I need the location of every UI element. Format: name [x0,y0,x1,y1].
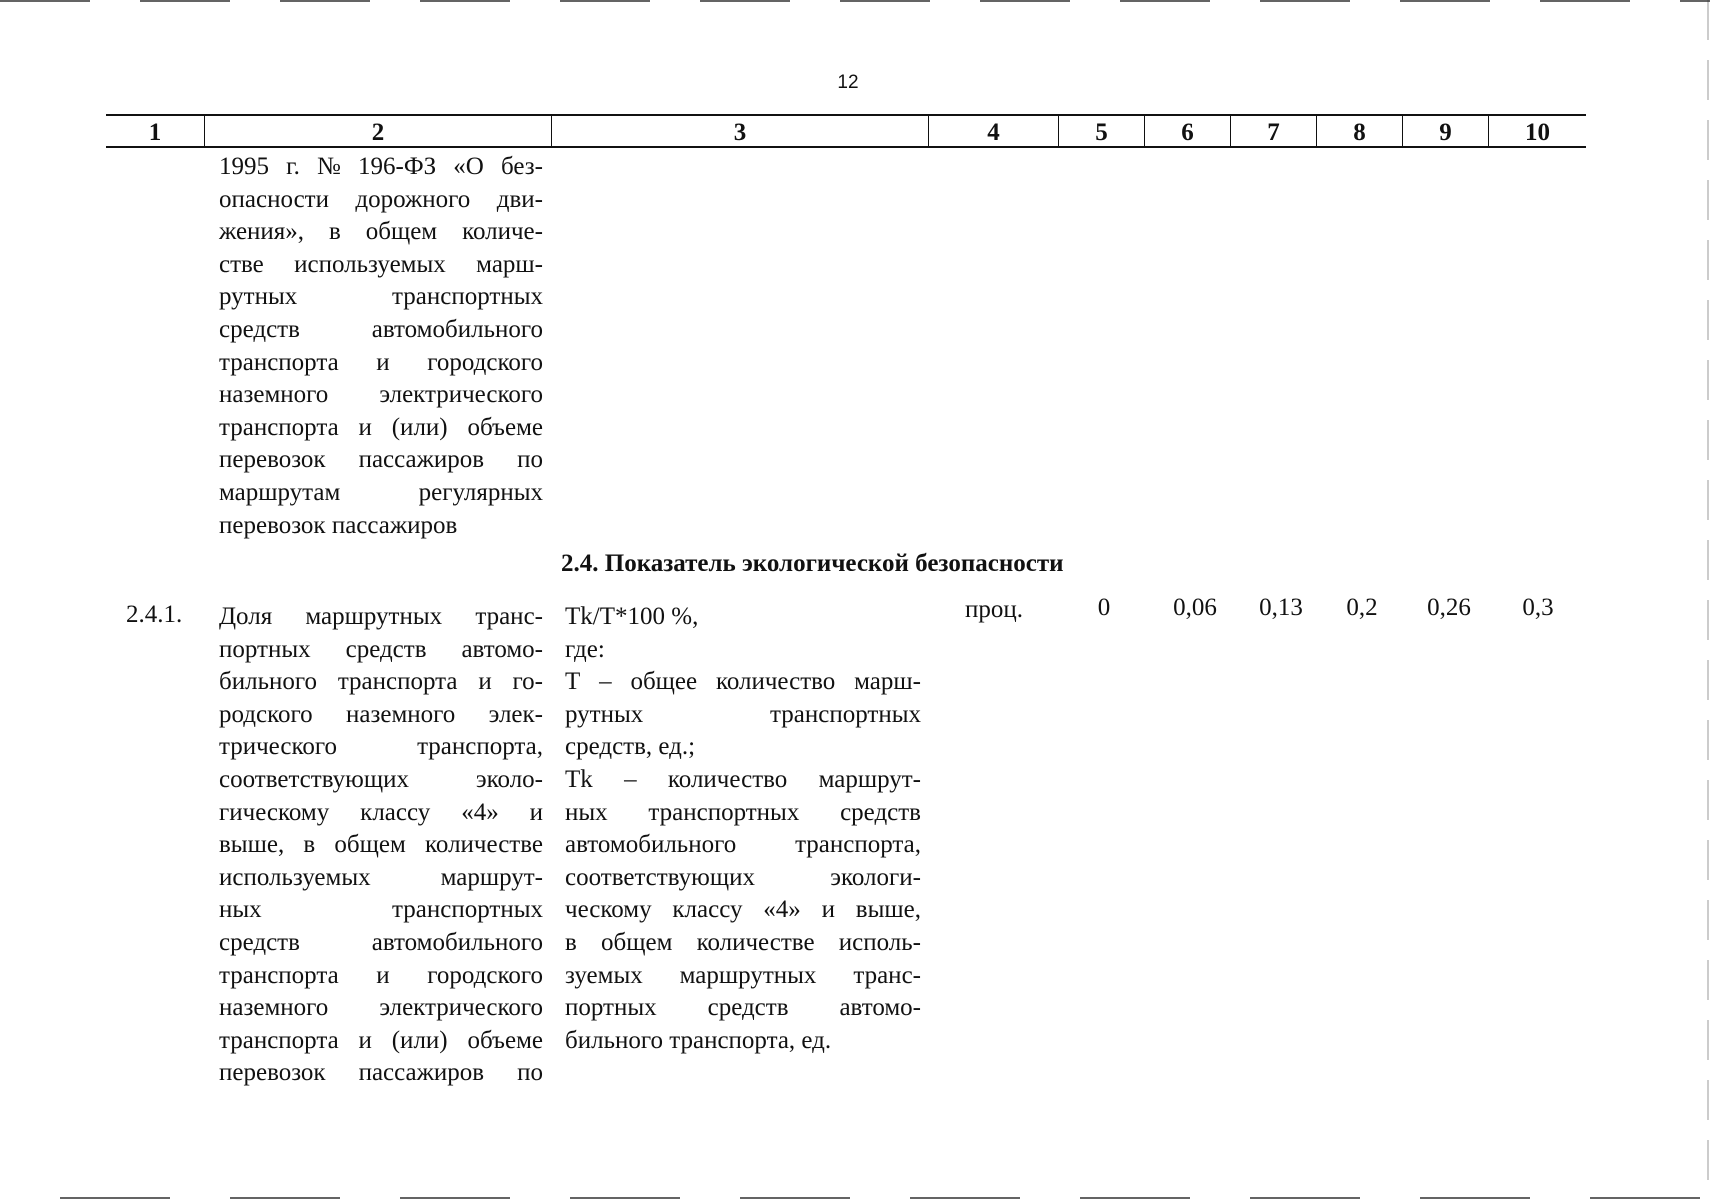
value-cell-8: 0,2 [1346,594,1378,621]
text-line: транспорта и (или) объеме [219,1026,543,1054]
text-line: ных транспортных средств [565,798,921,826]
text-line: родского наземного элек- [219,700,543,728]
text-line: Tk – количество маршрут- [565,765,921,793]
indicator-name [219,601,543,1090]
scan-edge-right [1707,0,1709,1200]
calculation-formula [565,601,921,1057]
text-line: ческому классу «4» и выше, [565,896,921,924]
value-cell-7: 0,13 [1259,594,1303,621]
text-line: транспорта и городского [219,961,543,989]
text-line: трического транспорта, [219,733,543,761]
text-line: транспорта и (или) объеме [219,413,543,441]
text-line: Т – общее количество марш- [565,668,921,696]
column-header-2: 2 [204,116,551,146]
text-line: 1995 г. № 196-ФЗ «О без- [219,153,543,180]
text-line: транспорта и городского [219,348,543,376]
column-header-8: 8 [1316,116,1402,146]
column-header-1: 1 [148,119,162,146]
text-line: где: [565,635,605,663]
text-line: соответствующих эколо- [219,765,543,793]
text-line: Доля маршрутных транс- [219,603,543,630]
text-line: опасности дорожного дви- [219,185,543,213]
text-line: бильного транспорта и го- [219,668,543,696]
text-line: портных средств автомо- [219,635,543,663]
text-line: ных транспортных [219,896,543,924]
text-line: наземного электрического [219,994,543,1022]
text-line: автомобильного транспорта, [565,831,921,859]
text-line: маршрутам регулярных [219,478,543,506]
text-line: зуемых маршрутных транс- [565,961,921,989]
text-line: средств автомобильного [219,315,543,343]
column-header-6: 6 [1144,116,1230,146]
text-line: в общем количестве исполь- [565,928,921,956]
text-line: перевозок пассажиров [219,511,458,539]
column-header-10: 10 [1488,116,1586,146]
unit-cell: проц. [964,596,1023,623]
text-line: выше, в общем количестве [219,831,543,859]
text-line: рутных транспортных [219,283,543,311]
table-header-row [106,114,1586,148]
continuation-indicator-name [219,151,543,542]
text-line: используемых маршрут- [219,863,543,891]
value-cell-10: 0,3 [1522,594,1554,621]
text-line: рутных транспортных [565,700,921,728]
value-cell-5: 0 [1097,594,1111,621]
text-line: перевозок пассажиров по [219,446,543,474]
text-line: перевозок пассажиров по [219,1059,543,1087]
column-header-5: 5 [1058,116,1144,146]
page-number: 12 [837,72,859,93]
text-line: жения», в общем количе- [219,218,543,246]
column-header-7: 7 [1230,116,1316,146]
text-line: наземного электрического [219,381,543,409]
column-header-3: 3 [551,116,928,146]
text-line: средств автомобильного [219,928,543,956]
text-line: бильного транспорта, ед. [565,1026,832,1054]
text-line: гическому классу «4» и [219,798,543,826]
text-line: Tk/T*100 %, [565,603,699,630]
scan-edge-bottom [60,1197,1700,1199]
text-line: стве используемых марш- [219,250,543,278]
text-line: средств, ед.; [565,733,696,761]
text-line: соответствующих экологи- [565,863,921,891]
column-header-4: 4 [928,116,1058,146]
text-line: портных средств автомо- [565,994,921,1022]
value-cell-9: 0,26 [1427,594,1471,621]
column-header-9: 9 [1402,116,1488,146]
section-heading: 2.4. Показатель экологической безопасности [561,550,1064,577]
row-number: 2.4.1. [126,601,183,628]
scan-edge-top [0,0,1710,2]
value-cell-6: 0,06 [1173,594,1217,621]
